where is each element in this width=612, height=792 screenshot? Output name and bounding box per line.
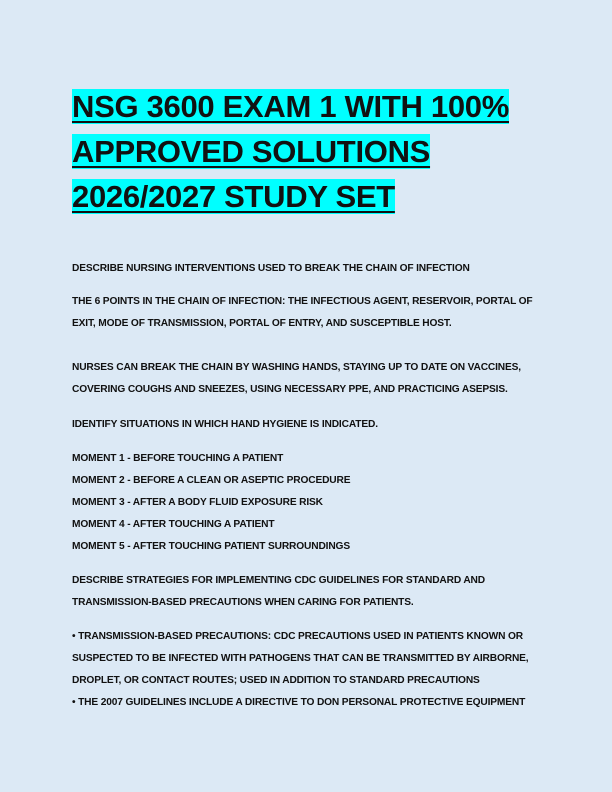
answer-1-line-2: EXIT, MODE OF TRANSMISSION, PORTAL OF ENTRY, AND SUSCEPTIBLE HOST.: [72, 318, 452, 329]
list-item: MOMENT 5 - AFTER TOUCHING PATIENT SURROUNDINGS: [72, 541, 350, 552]
answer-3-line-2: SUSPECTED TO BE INFECTED WITH PATHOGENS THAT CAN BE TRANSMITTED BY AIRBORNE,: [72, 653, 529, 664]
question-1-text: DESCRIBE NURSING INTERVENTIONS USED TO BREAK THE CHAIN OF INFECTION: [72, 263, 470, 274]
title-line-1: NSG 3600 EXAM 1 WITH 100%: [72, 89, 509, 124]
document-page: [72, 84, 542, 708]
answer-3-line-4: • THE 2007 GUIDELINES INCLUDE A DIRECTIVE TO DON PERSONAL PROTECTIVE EQUIPMENT: [72, 697, 526, 708]
title-line-3: 2026/2027 STUDY SET: [72, 179, 395, 214]
question-2-text: IDENTIFY SITUATIONS IN WHICH HAND HYGIENE IS INDICATED.: [72, 419, 378, 430]
answer-1b: [72, 357, 542, 401]
answer-1b-line-1: NURSES CAN BREAK THE CHAIN BY WASHING HANDS, STAYING UP TO DATE ON VACCINES,: [72, 362, 521, 373]
document-title: [72, 84, 542, 219]
answer-3: [72, 626, 542, 714]
question-3-line-1: DESCRIBE STRATEGIES FOR IMPLEMENTING CDC GUIDELINES FOR STANDARD AND: [72, 575, 485, 586]
moments-list: [72, 448, 542, 558]
question-1: [72, 258, 542, 280]
answer-1-line-1: THE 6 POINTS IN THE CHAIN OF INFECTION: THE INFECTIOUS AGENT, RESERVOIR, PORTAL OF: [72, 296, 533, 307]
list-item: MOMENT 3 - AFTER A BODY FLUID EXPOSURE RISK: [72, 497, 323, 508]
question-3-line-2: TRANSMISSION-BASED PRECAUTIONS WHEN CARING FOR PATIENTS.: [72, 597, 414, 608]
list-item: MOMENT 4 - AFTER TOUCHING A PATIENT: [72, 519, 275, 530]
list-item: MOMENT 1 - BEFORE TOUCHING A PATIENT: [72, 453, 284, 464]
answer-1: [72, 291, 542, 335]
answer-1b-line-2: COVERING COUGHS AND SNEEZES, USING NECESSARY PPE, AND PRACTICING ASEPSIS.: [72, 384, 508, 395]
list-item: MOMENT 2 - BEFORE A CLEAN OR ASEPTIC PROCEDURE: [72, 475, 351, 486]
question-2: [72, 414, 542, 436]
answer-3-line-3: DROPLET, OR CONTACT ROUTES; USED IN ADDITION TO STANDARD PRECAUTIONS: [72, 675, 480, 686]
answer-3-line-1: • TRANSMISSION-BASED PRECAUTIONS: CDC PRECAUTIONS USED IN PATIENTS KNOWN OR: [72, 631, 523, 642]
question-3: [72, 570, 542, 614]
title-line-2: APPROVED SOLUTIONS: [72, 134, 431, 169]
